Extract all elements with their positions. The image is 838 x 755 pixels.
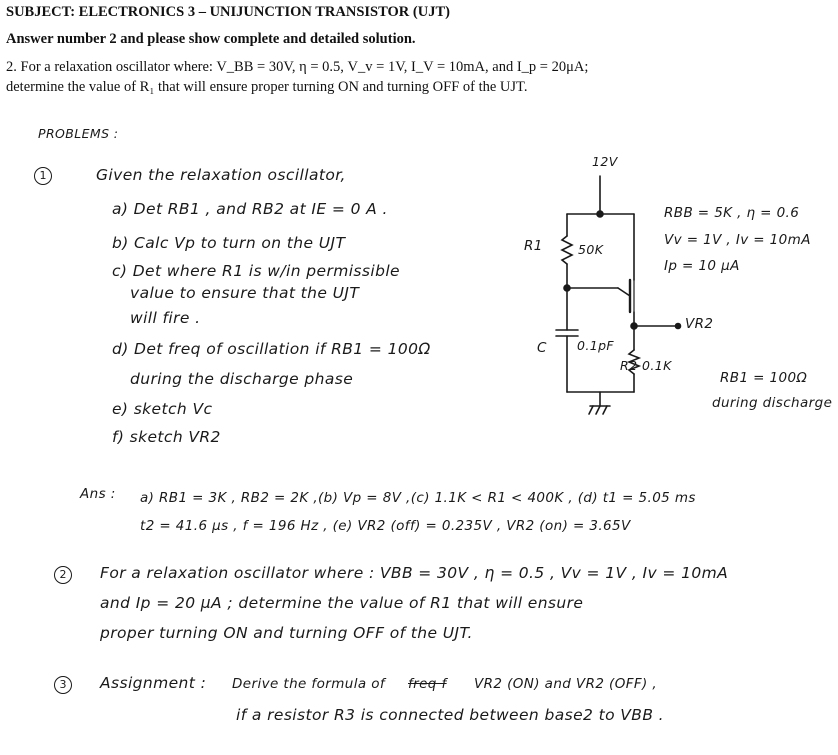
r1-value: 50K [578, 242, 604, 257]
answers-label: Ans : [80, 486, 116, 502]
r1-label: R1 [524, 238, 543, 254]
instruction-text: Answer number 2 and please show complete and detailed solution. [6, 31, 416, 47]
problem-2-line-1: For a relaxation oscillator where : VBB = 30V , η = 0.5 , Vv = 1V , Iv = 10mA [100, 564, 729, 582]
supply-voltage-label: 12V [592, 154, 618, 169]
answers-line-2: t2 = 41.6 μs , f = 196 Hz , (e) VR2 (off) = 0.235V , VR2 (on) = 3.65V [140, 518, 631, 534]
problem-line-1: 2. For a relaxation oscillator where: V_BB = 30V, η = 0.5, V_v = 1V, I_V = 10mA, and I_p = 20μA; [6, 59, 589, 75]
problem-3-marker: 3 [54, 676, 72, 694]
capacitor-value: 0.1pF [577, 338, 615, 353]
problem-2-line-3: proper turning ON and turning OFF of the UJT. [100, 624, 473, 642]
subject-title: SUBJECT: ELECTRONICS 3 – UNIJUNCTION TRANSISTOR (UJT) [6, 4, 450, 20]
r2-label: R2 [620, 358, 638, 373]
problem-1-intro: Given the relaxation oscillator, [96, 166, 346, 184]
spec-rbb-eta: RBB = 5K , η = 0.6 [664, 205, 800, 221]
problem-1-a: a) Det RB1 , and RB2 at IE = 0 A . [112, 200, 388, 218]
problem-1-marker: 1 [34, 167, 52, 185]
problem-2-line-2: and Ip = 20 μA ; determine the value of R1 that will ensure [100, 594, 584, 612]
problem-1-e: e) sketch Vc [112, 400, 213, 418]
problem-1-f: f) sketch VR2 [112, 428, 221, 446]
vr2-label: VR2 [685, 316, 714, 332]
r2-value: 0.1K [642, 358, 672, 373]
problem-3-label: Assignment : [100, 674, 207, 692]
problem-1-d1: d) Det freq of oscillation if RB1 = 100Ω [112, 340, 431, 358]
problem-1-c3: will fire . [130, 309, 201, 327]
problem-3-line-2: if a resistor R3 is connected between base2 to VBB . [236, 706, 665, 724]
answers-line-1: a) RB1 = 3K , RB2 = 2K ,(b) Vp = 8V ,(c) 1.1K < R1 < 400K , (d) t1 = 5.05 ms [140, 490, 696, 506]
ujt-emitter [618, 288, 630, 296]
problem-line-2: determine the value of R₁ that will ensure proper turning ON and turning OFF of the UJT. [6, 79, 528, 95]
problem-2-marker: 2 [54, 566, 72, 584]
note-rb1: RB1 = 100Ω [720, 370, 808, 386]
spec-ip: Ip = 10 μA [664, 258, 740, 274]
problem-3-struck-text: freq f [408, 676, 447, 692]
problem-1-c1: c) Det where R1 is w/in permissible [112, 262, 400, 280]
spec-vv-iv: Vv = 1V , Iv = 10mA [664, 232, 811, 248]
problem-1-b: b) Calc Vp to turn on the UJT [112, 234, 346, 252]
problems-heading: PROBLEMS : [38, 126, 119, 141]
capacitor-label: C [537, 340, 547, 356]
problem-1-c2: value to ensure that the UJT [130, 284, 360, 302]
note-discharge: during discharge [712, 395, 833, 411]
r1-resistor [562, 236, 572, 264]
problem-1-d2: during the discharge phase [130, 370, 354, 388]
problem-3-line-1a: Derive the formula of [232, 676, 386, 692]
problem-3-line-1b: VR2 (ON) and VR2 (OFF) , [474, 676, 658, 692]
